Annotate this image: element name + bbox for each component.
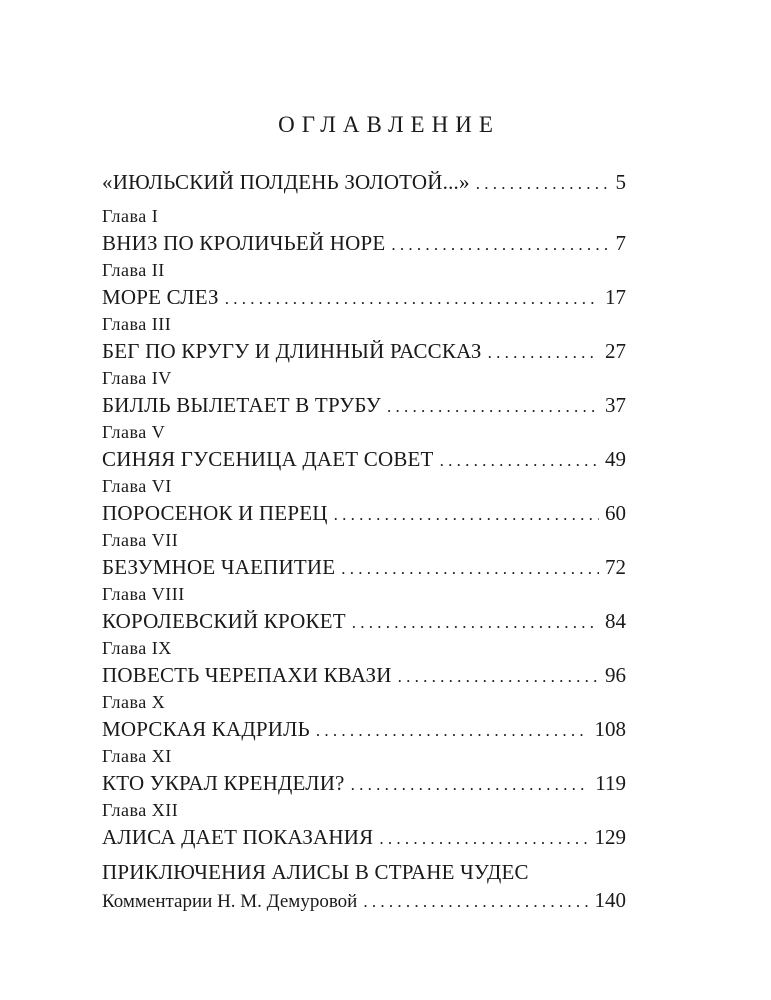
dot-leader [476,170,610,198]
toc-entry-page: 7 [615,231,626,255]
toc-entry-title: ПОРОСЕНОК И ПЕРЕЦ [102,501,328,525]
toc-entry [102,661,626,689]
dot-leader [398,663,599,691]
dot-leader [440,447,599,475]
chapter-label: Глава III [102,314,172,334]
toc-entry-title: БЕГ ПО КРУГУ И ДЛИННЫЙ РАССКАЗ [102,339,482,363]
toc-entry-epigraph [102,168,626,196]
toc-entry [102,391,626,419]
toc-entry-page: 60 [605,501,626,525]
dot-leader [341,555,599,583]
toc-entry-title: КТО УКРАЛ КРЕНДЕЛИ? [102,771,345,795]
toc-entry-title: АЛИСА ДАЕТ ПОКАЗАНИЯ [102,825,374,849]
toc-entry-title: КОРОЛЕВСКИЙ КРОКЕТ [102,609,346,633]
dot-leader [363,888,588,916]
dot-leader [488,339,599,367]
toc-entry [102,769,626,797]
toc-entry-page: 84 [605,609,626,633]
appendix-page: 140 [594,888,626,912]
toc-entry [102,607,626,635]
toc-entry [102,823,626,851]
toc-entry [102,229,626,257]
dot-leader [334,501,599,529]
chapter-label: Глава IV [102,368,172,388]
chapter-label: Глава VIII [102,584,185,604]
toc-entry-title: СИНЯЯ ГУСЕНИЦА ДАЕТ СОВЕТ [102,447,434,471]
dot-leader [316,717,589,745]
toc-entry-page: 96 [605,663,626,687]
toc-entry-page: 129 [594,825,626,849]
toc-entry-page: 37 [605,393,626,417]
toc-entry [102,445,626,473]
toc-entry-page: 17 [605,285,626,309]
toc-entry-title: МОРЕ СЛЕЗ [102,285,219,309]
toc-entry-page: 49 [605,447,626,471]
toc-entry-page: 27 [605,339,626,363]
toc-entry-page: 108 [594,717,626,741]
chapter-label: Глава X [102,692,166,712]
toc-entry-title: ПОВЕСТЬ ЧЕРЕПАХИ КВАЗИ [102,663,392,687]
chapter-label: Глава VI [102,476,172,496]
chapter-label: Глава I [102,206,159,226]
toc-entry [102,283,626,311]
dot-leader [387,393,599,421]
toc-entry [102,715,626,743]
appendix-subtitle: Комментарии Н. М. Демуровой [102,891,358,912]
chapter-label: Глава V [102,422,166,442]
dot-leader [225,285,599,313]
toc-entry-page: 119 [595,771,626,795]
table-of-contents [102,168,626,914]
chapter-label: Глава XI [102,746,172,766]
chapter-label: Глава VII [102,530,179,550]
chapter-label: Глава II [102,260,165,280]
chapter-label: Глава IX [102,638,172,658]
toc-entry [102,553,626,581]
chapter-label: Глава XII [102,800,179,820]
appendix-title-row [102,858,626,886]
toc-entry-title: ВНИЗ ПО КРОЛИЧЬЕЙ НОРЕ [102,231,386,255]
dot-leader [352,609,599,637]
appendix-entry [102,886,626,914]
toc-entry-title: МОРСКАЯ КАДРИЛЬ [102,717,310,741]
appendix-title: ПРИКЛЮЧЕНИЯ АЛИСЫ В СТРАНЕ ЧУДЕС [102,860,529,884]
toc-entry-title: БЕЗУМНОЕ ЧАЕПИТИЕ [102,555,336,579]
dot-leader [379,825,588,853]
toc-entry [102,499,626,527]
page-title: ОГЛАВЛЕНИЕ [278,112,500,137]
toc-entry-title: БИЛЛЬ ВЫЛЕТАЕТ В ТРУБУ [102,393,381,417]
toc-entry [102,337,626,365]
toc-entry-title: «ИЮЛЬСКИЙ ПОЛДЕНЬ ЗОЛОТОЙ...» [102,170,470,194]
dot-leader [391,231,609,259]
dot-leader [351,771,590,799]
toc-entry-page: 72 [605,555,626,579]
toc-entry-page: 5 [615,170,626,194]
